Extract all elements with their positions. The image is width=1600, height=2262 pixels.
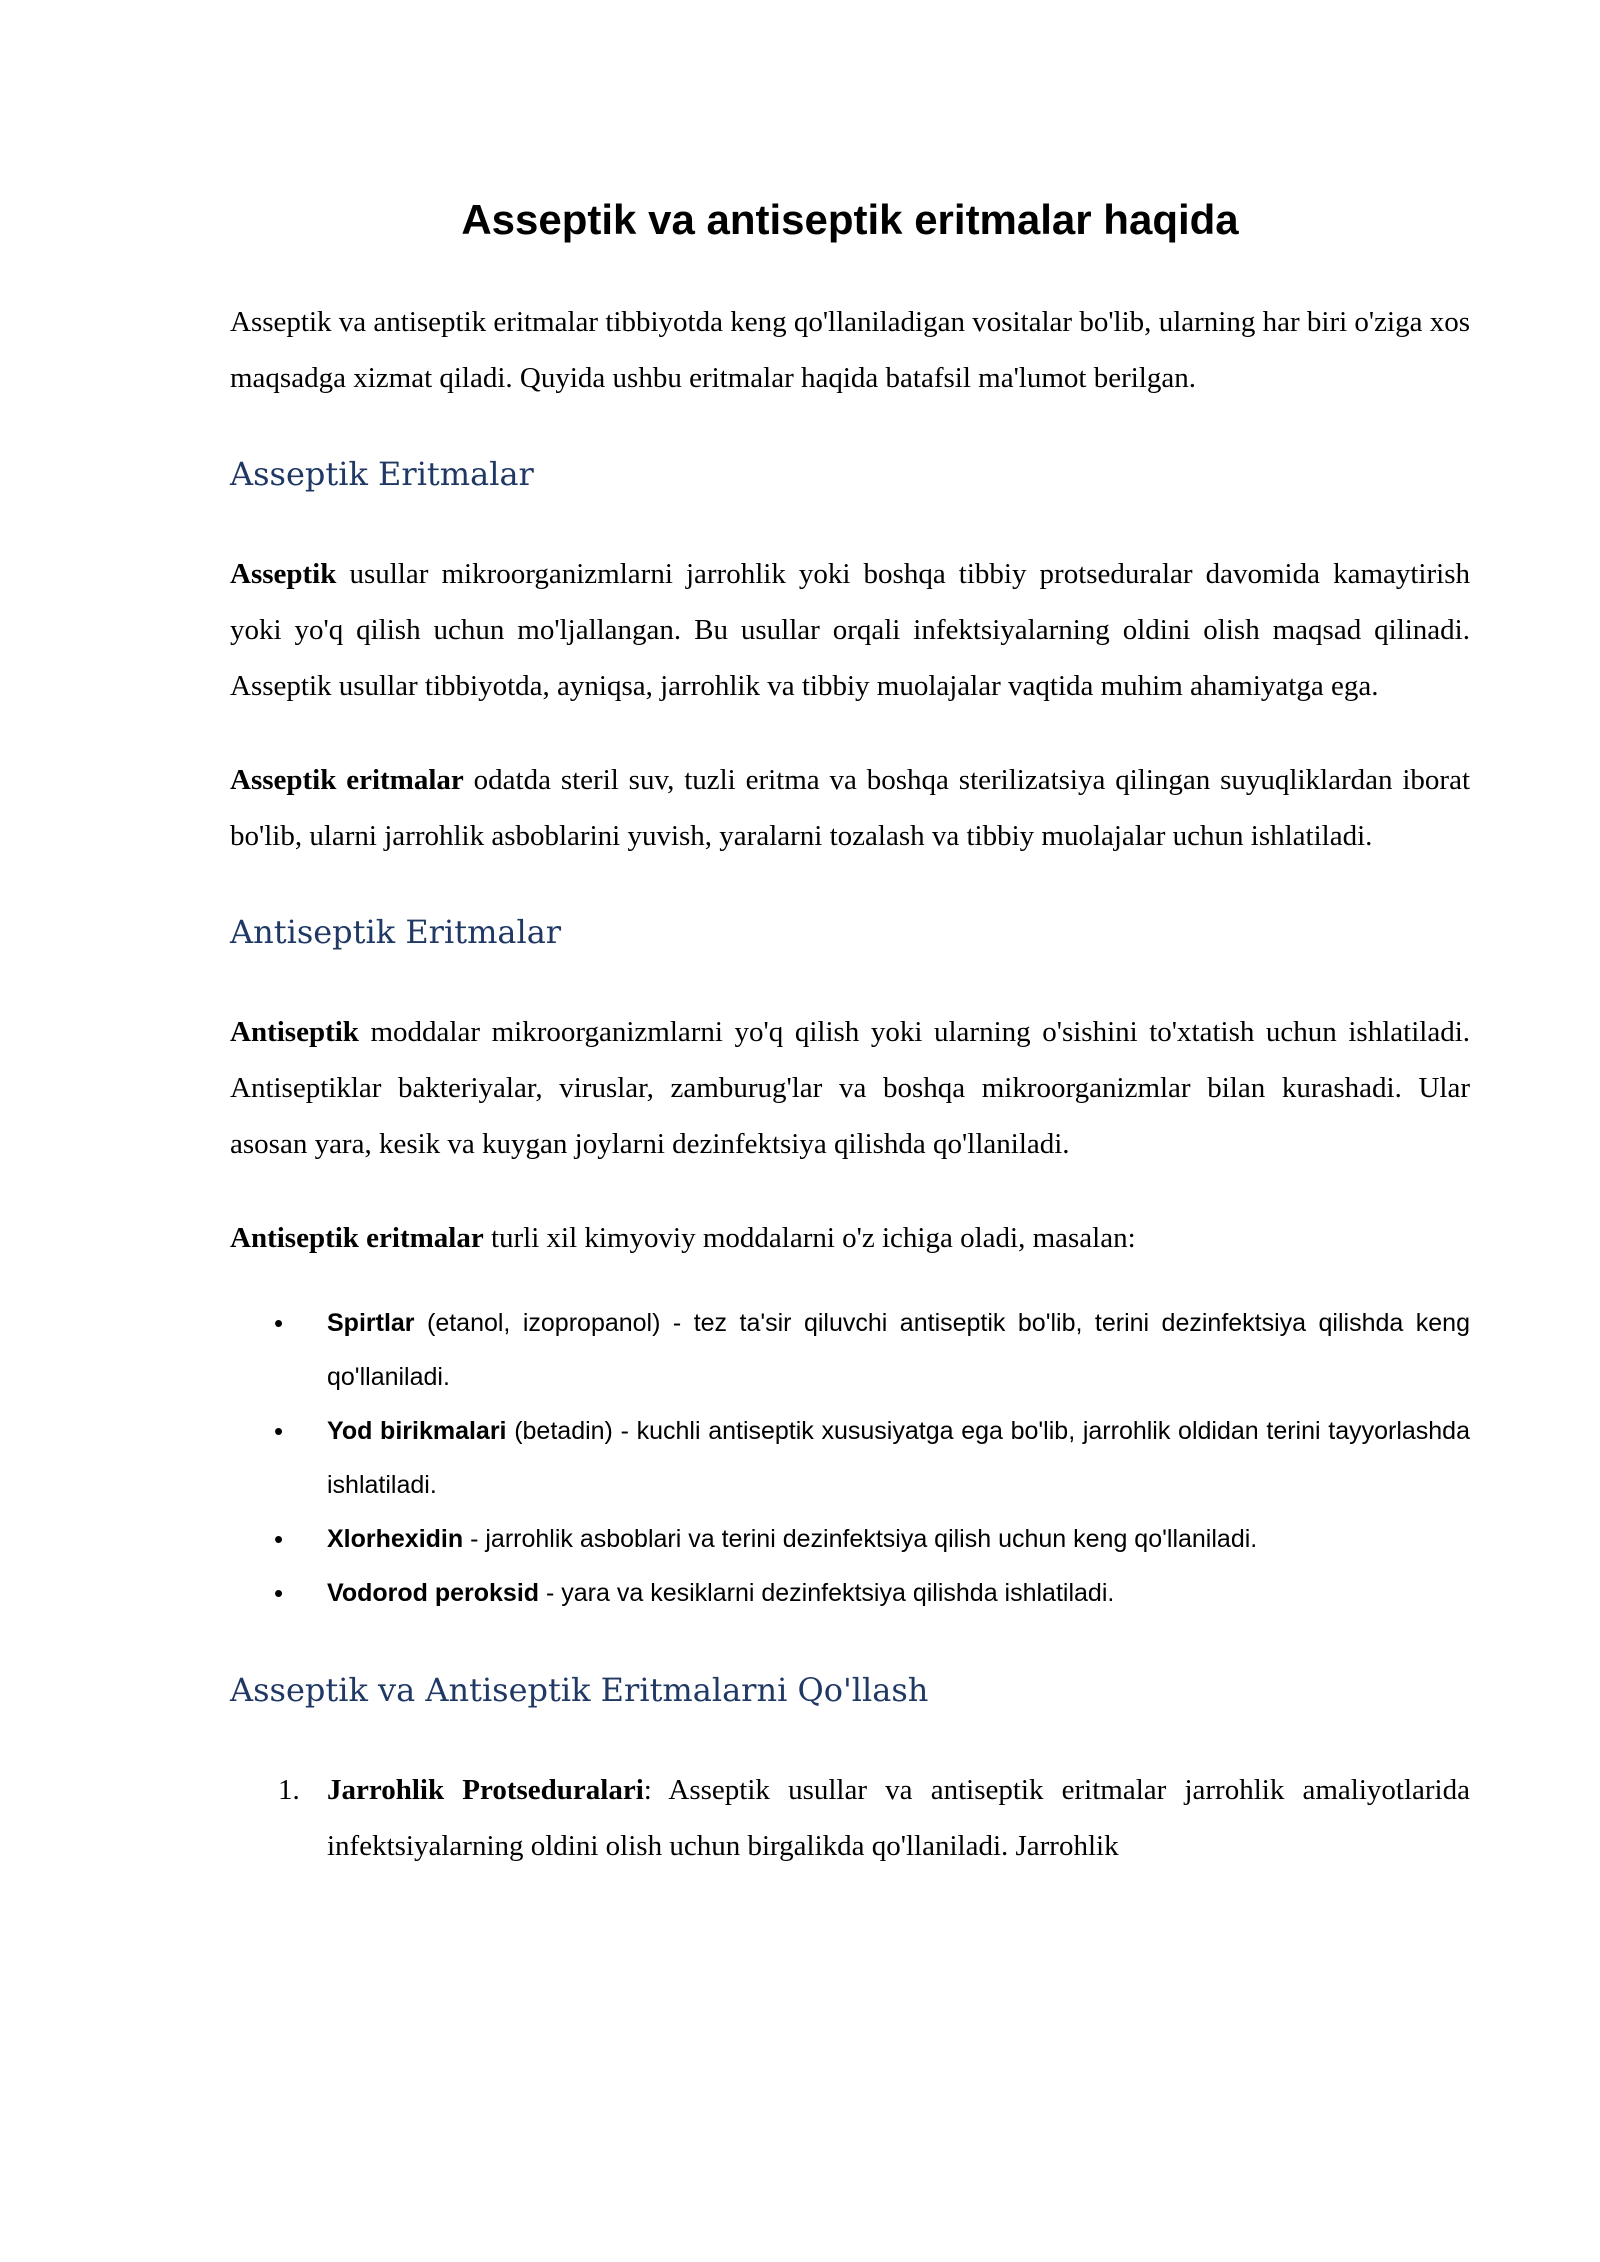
bullet-icon: • (274, 1524, 284, 1554)
antiseptik-bullet-list (230, 1296, 1470, 1620)
asseptik-paragraph-2 (230, 752, 1470, 864)
bullet-icon: • (274, 1308, 284, 1338)
section-heading-asseptik: Asseptik Eritmalar (230, 455, 534, 493)
paragraph-text: odatda steril suv, tuzli eritma va boshqa sterilizatsiya qilingan suyuqliklardan iborat bo'lib, ularni jarrohlik asboblarini yuvish, yaralarni tozalash va tibbiy muolajalar uchun ishlatiladi. (230, 764, 1471, 852)
bold-term: Asseptik (230, 558, 337, 590)
list-number: 1. (278, 1774, 300, 1806)
asseptik-paragraph-1 (230, 546, 1470, 714)
document-title: Asseptik va antiseptik eritmalar haqida (461, 196, 1239, 243)
document-body (230, 190, 1470, 1874)
list-item-text: (betadin) - kuchli antiseptik xususiyatga ega bo'lib, jarrohlik oldidan terini tayyorlashda ishlatiladi. (327, 1417, 1470, 1499)
list-item (230, 1512, 1470, 1566)
bold-term: Asseptik eritmalar (230, 764, 464, 796)
bold-term: Spirtlar (327, 1309, 415, 1337)
bold-term: Vodorod peroksid (327, 1579, 540, 1607)
list-item-text: (etanol, izopropanol) - tez ta'sir qiluvchi antiseptik bo'lib, terini dezinfektsiya qilishda keng qo'llaniladi. (327, 1309, 1470, 1391)
list-item (230, 1296, 1470, 1404)
antiseptik-paragraph-1 (230, 1004, 1470, 1172)
section-heading-qollash: Asseptik va Antiseptik Eritmalarni Qo'llash (230, 1671, 929, 1709)
paragraph-text: moddalar mikroorganizmlarni yo'q qilish yoki ularning o'sishini to'xtatish uchun ishlatiladi. Antiseptiklar bakteriyalar, viruslar, zamburug'lar va boshqa mikroorganizmlar bilan kurashadi. Ular asosan yara, kesik va kuygan joylarni dezinfektsiya qilishda qo'llaniladi. (230, 1016, 1470, 1160)
list-item (230, 1566, 1470, 1620)
bold-term: Antiseptik eritmalar (230, 1222, 484, 1254)
list-item (230, 1404, 1470, 1512)
antiseptik-paragraph-2 (230, 1210, 1470, 1266)
list-item-text: : Asseptik usullar va antiseptik eritmalar jarrohlik amaliyotlarida infektsiyalarning oldini olish uchun birgalikda qo'llaniladi. Jarrohlik (327, 1774, 1470, 1862)
bullet-icon: • (274, 1416, 284, 1446)
list-item (230, 1762, 1470, 1874)
list-item-text: - yara va kesiklarni dezinfektsiya qilishda ishlatiladi. (539, 1579, 1115, 1607)
bold-term: Xlorhexidin (327, 1525, 464, 1553)
bold-term: Yod birikmalari (327, 1417, 507, 1445)
intro-paragraph: Asseptik va antiseptik eritmalar tibbiyotda keng qo'llaniladigan vositalar bo'lib, ularning har biri o'ziga xos maqsadga xizmat qiladi. Quyida ushbu eritmalar haqida batafsil ma'lumot berilgan. (230, 306, 1470, 394)
section-heading-antiseptik: Antiseptik Eritmalar (230, 913, 562, 951)
bullet-icon: • (274, 1578, 284, 1608)
paragraph-text: usullar mikroorganizmlarni jarrohlik yoki boshqa tibbiy protseduralar davomida kamaytirish yoki yo'q qilish uchun mo'ljallangan. Bu usullar orqali infektsiyalarning oldini olish maqsad qilinadi. Asseptik usullar tibbiyotda, ayniqsa, jarrohlik va tibbiy muolajalar vaqtida muhim ahamiyatga ega. (230, 558, 1470, 702)
bold-term: Antiseptik (230, 1016, 359, 1048)
qollash-numbered-list (230, 1762, 1470, 1874)
bold-term: Jarrohlik Protseduralari (327, 1774, 644, 1806)
paragraph-text: turli xil kimyoviy moddalarni o'z ichiga oladi, masalan: (483, 1222, 1136, 1254)
list-item-text: - jarrohlik asboblari va terini dezinfektsiya qilish uchun keng qo'llaniladi. (463, 1525, 1258, 1553)
